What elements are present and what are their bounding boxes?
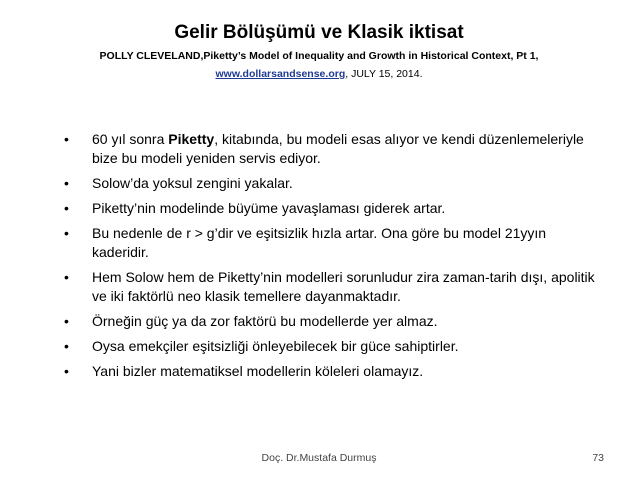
bullet-bold-term: Piketty	[168, 131, 215, 147]
bullet-item: • Bu nedenle de r > g’dir ve eşitsizlik hızla artar. Ona göre bu model 21yyın kaderidir.	[64, 225, 547, 260]
source-line	[0, 65, 638, 83]
bullet-item: • Yani bizler matematiksel modellerin köleleri olamayız.	[64, 363, 424, 379]
bullet-icon: •	[64, 363, 69, 379]
bullet-item: • Oysa emekçiler eşitsizliği önleyebilecek bir güce sahiptirler.	[64, 338, 459, 354]
bullet-item: • Solow’da yoksul zengini yakalar.	[64, 175, 293, 191]
footer-author: Doç. Dr.Mustafa Durmuş	[261, 452, 377, 464]
bullet-icon: •	[64, 175, 69, 191]
bullet-item: • 60 yıl sonra Piketty, kitabında, bu modeli esas alıyor ve kendi düzenlemeleriyle bize bu modeli yeniden servis ediyor.	[64, 131, 584, 166]
bullet-item: • Hem Solow hem de Piketty’nin modelleri sorunludur zira zaman-tarih dışı, apolitik ve iki faktörlü neo klasik temellere dayanmaktadır.	[64, 269, 595, 304]
bullet-icon: •	[64, 200, 69, 216]
slide-title: Gelir Bölüşümü ve Klasik iktisat	[174, 22, 464, 43]
source-link[interactable]: www.dollarsandsense.org	[215, 68, 346, 80]
bullet-icon: •	[64, 338, 69, 354]
bullet-list	[64, 130, 604, 387]
bullet-item: • Örneğin güç ya da zor faktörü bu modellerde yer almaz.	[64, 313, 438, 329]
page-number: 73	[592, 452, 604, 464]
bullet-item: • Piketty’nin modelinde büyüme yavaşlaması giderek artar.	[64, 200, 446, 216]
bullet-icon: •	[64, 225, 69, 241]
slide-subtitle: POLLY CLEVELAND,Piketty’s Model of Inequality and Growth in Historical Context, Pt 1,	[99, 50, 539, 62]
source-date: , JULY 15, 2014.	[345, 68, 423, 80]
bullet-icon: •	[64, 269, 69, 285]
bullet-icon: •	[64, 313, 69, 329]
bullet-icon: •	[64, 131, 69, 147]
